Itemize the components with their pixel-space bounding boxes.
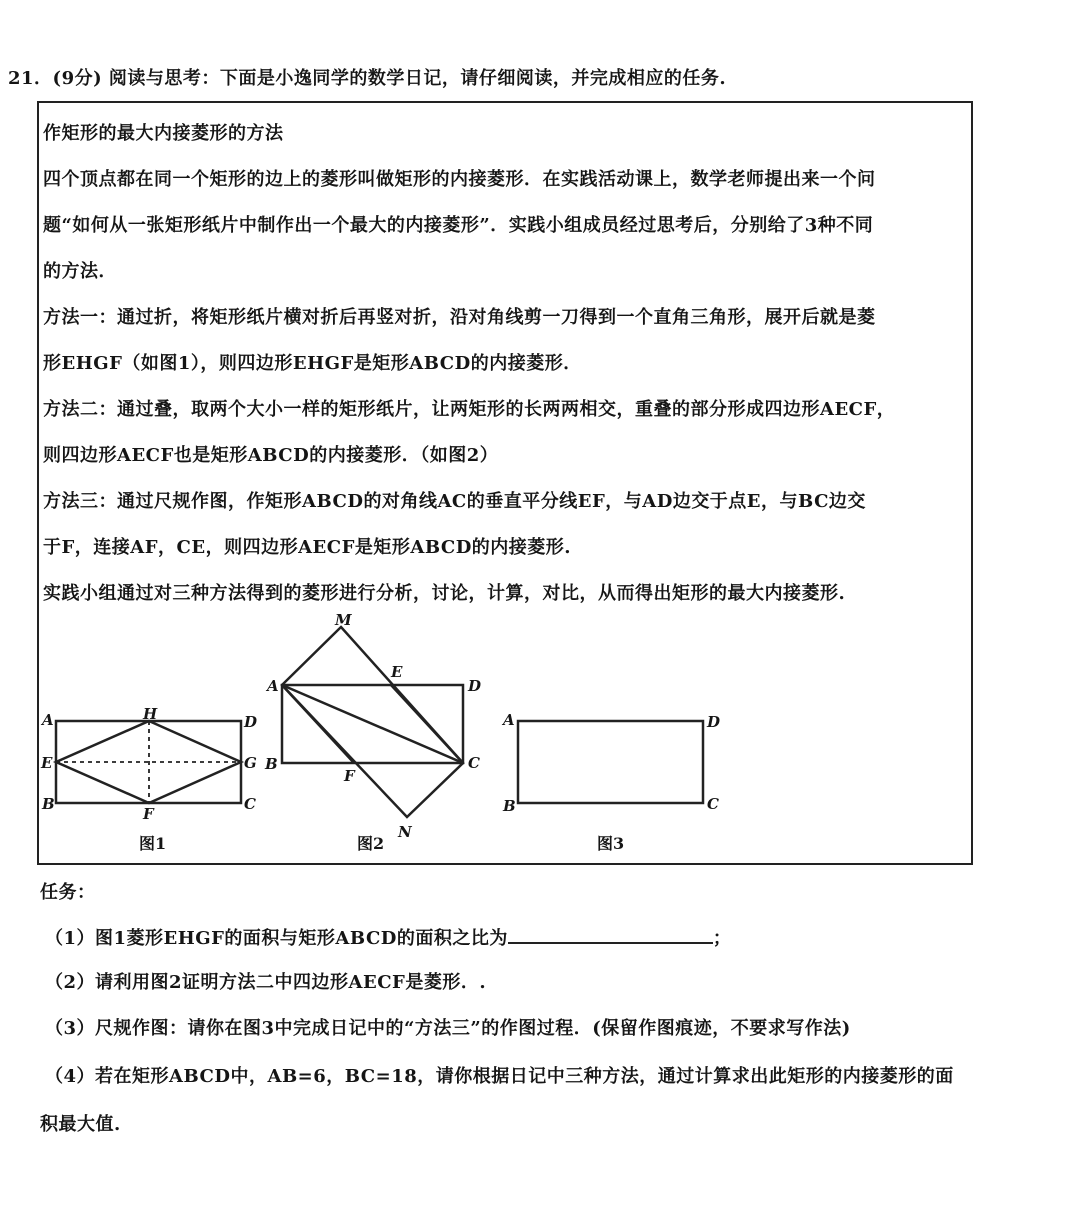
fig3-label-c: C: [707, 795, 719, 813]
diary-line-3: 的方法．: [43, 261, 117, 282]
task-2: （2）请利用图2证明方法二中四边形AECF是菱形．.: [45, 972, 487, 993]
fig2-diagonal-ac: [282, 685, 463, 763]
diary-line-7: 则四边形AECF也是矩形ABCD的内接菱形．（如图2）: [43, 445, 499, 466]
fig2-label-a: A: [267, 677, 279, 695]
fig1-label-a: A: [42, 711, 54, 729]
task-4-line-2: 积最大值.: [40, 1114, 121, 1135]
task-1-end: ；: [712, 928, 732, 949]
fig2-label-c: C: [468, 754, 480, 772]
question-header: 21．(9分) 阅读与思考：下面是小逸同学的数学日记，请仔细阅读，并完成相应的任务.: [8, 68, 727, 89]
figure-3: [501, 711, 720, 853]
fig2-label-n: N: [398, 823, 412, 841]
diary-line-8: 方法三：通过尺规作图，作矩形ABCD的对角线AC的垂直平分线EF，与AD边交于点E，与BC边交: [43, 491, 866, 512]
fig3-caption: 图3: [597, 834, 625, 853]
task-1: [45, 924, 731, 950]
diary-line-4: 方法一：通过折，将矩形纸片横对折后再竖对折，沿对角线剪一刀得到一个直角三角形，展开后就是菱: [43, 307, 876, 328]
fig1-label-f: F: [143, 805, 154, 823]
fig1-label-g: G: [244, 754, 257, 772]
fig2-second-rectangle: [282, 627, 463, 817]
fig2-label-e: E: [391, 663, 403, 681]
diary-line-2: 题“如何从一张矩形纸片中制作出一个最大的内接菱形”．实践小组成员经过思考后，分别给了3种不同: [43, 215, 874, 236]
fig3-label-a: A: [503, 711, 515, 729]
diary-title: 作矩形的最大内接菱形的方法: [43, 123, 284, 144]
fig1-caption: 图1: [139, 834, 167, 853]
fig2-label-m: M: [335, 611, 352, 629]
figure-1: [40, 705, 257, 853]
diary-line-5: 形EHGF（如图1），则四边形EHGF是矩形ABCD的内接菱形．: [43, 353, 582, 374]
fig2-label-d: D: [468, 677, 482, 695]
figure-2: [264, 611, 481, 853]
fig1-label-h: H: [143, 705, 158, 723]
fig1-label-c: C: [244, 795, 256, 813]
task-1-text: （1）图1菱形EHGF的面积与矩形ABCD的面积之比为: [45, 928, 508, 949]
fig2-segment-af: [282, 685, 354, 763]
task-3: （3）尺规作图：请你在图3中完成日记中的“方法三”的作图过程．(保留作图痕迹，不要求写作法): [45, 1018, 851, 1039]
fig3-label-d: D: [707, 713, 721, 731]
fig1-label-e: E: [41, 754, 53, 772]
fig1-label-b: B: [42, 795, 55, 813]
diary-box: [37, 101, 973, 865]
diary-line-1: 四个顶点都在同一个矩形的边上的菱形叫做矩形的内接菱形．在实践活动课上，数学老师提出来一个问: [43, 169, 876, 190]
fig2-caption: 图2: [357, 834, 385, 853]
tasks-heading: 任务：: [40, 882, 96, 903]
diary-line-9: 于F，连接AF，CE，则四边形AECF是矩形ABCD的内接菱形.: [43, 537, 572, 558]
fig2-label-b: B: [265, 755, 278, 773]
fig1-label-d: D: [244, 713, 258, 731]
figures: [39, 603, 971, 863]
fig3-rectangle: [518, 721, 703, 803]
task-4-line-1: （4）若在矩形ABCD中，AB=6，BC=18，请你根据日记中三种方法，通过计算求出此矩形的内接菱形的面: [45, 1066, 954, 1087]
fig2-label-f: F: [344, 767, 355, 785]
fig3-label-b: B: [503, 797, 516, 815]
task-1-answer-blank[interactable]: [508, 926, 713, 944]
fig2-segment-ec: [391, 685, 463, 763]
diary-line-10: 实践小组通过对三种方法得到的菱形进行分析，讨论，计算，对比，从而得出矩形的最大内接菱形.: [43, 583, 846, 604]
diary-line-6: 方法二：通过叠，取两个大小一样的矩形纸片，让两矩形的长两两相交，重叠的部分形成四边形AECF，: [43, 399, 896, 420]
